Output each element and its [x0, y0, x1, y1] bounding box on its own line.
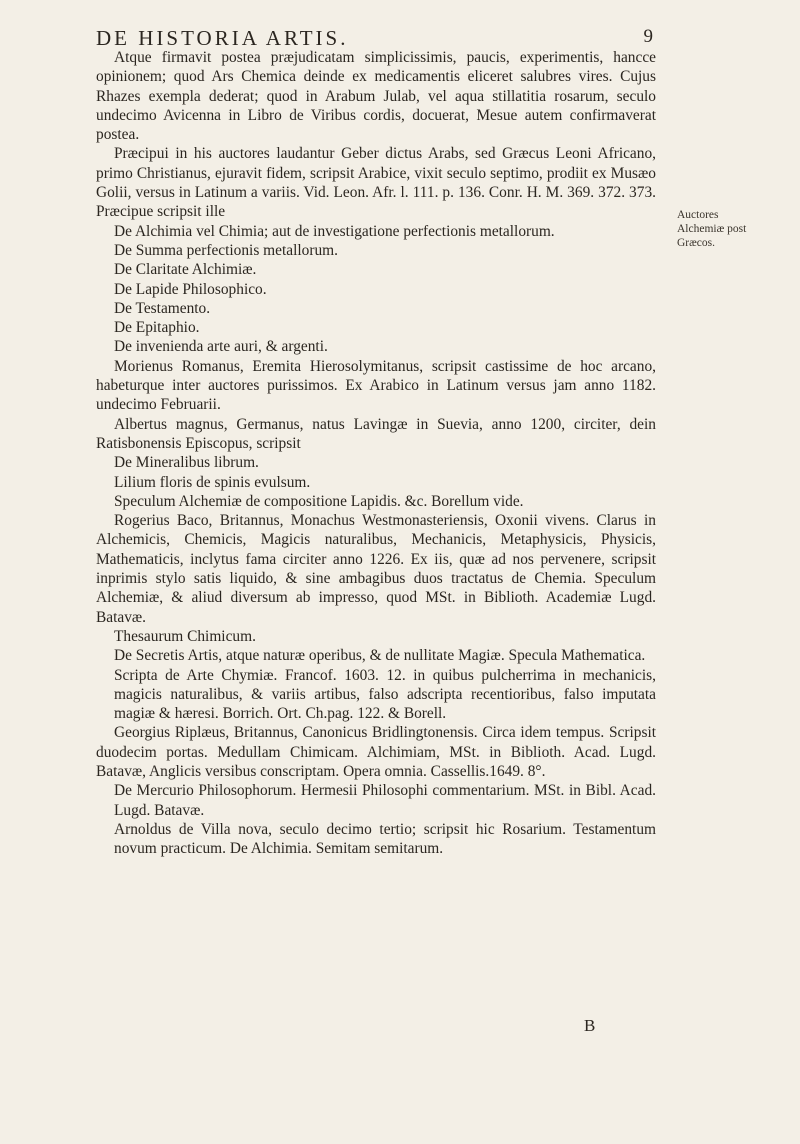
- list-item: Thesaurum Chimicum.: [114, 627, 256, 645]
- paragraph: Georgius Riplæus, Britannus, Canonicus Bridlingtonensis. Circa idem tempus. Scripsit duodecim portas. Medullam Chimicam. Alchimiam, MSt. in Biblioth. Acad. Lugd. Batavæ, Anglicis versibus conscriptam. Opera omnia. Cassellis.1649. 8°.: [96, 724, 656, 780]
- paragraph: Præcipui in his auctores laudantur Geber dictus Arabs, sed Græcus Leoni Africano, primo Christianus, ejuravit fidem, scripsit Arabice, vixit seculo septimo, prodiit ex Musæo Golii, versus in Latinum a variis. Vid. Leon. Afr. l. 111. p. 136. Conr. H. M. 369. 372. 373. Præcipue scripsit ille: [96, 145, 656, 221]
- list-item: De Mercurio Philosophorum. Hermesii Philosophi commentarium. MSt. in Bibl. Acad. Lugd. Batavæ.: [114, 782, 656, 819]
- list-item: Lilium floris de spinis evulsum.: [114, 473, 311, 491]
- list-item: De Alchimia vel Chimia; aut de investigatione perfectionis metallorum.: [114, 222, 555, 240]
- list-item: Scripta de Arte Chymiæ. Francof. 1603. 12. in quibus pulcherrima in mechanicis, magicis naturalibus, & variis artibus, falso adscripta recentioribus, falso imputata magiæ & hæresi. Borrich. Ort. Ch.pag. 122. & Borell.: [114, 666, 656, 723]
- main-text: [96, 48, 656, 858]
- signature-mark: B: [584, 1016, 596, 1035]
- paragraph: Morienus Romanus, Eremita Hierosolymitanus, scripsit castissime de hoc arcano, habeturque inter auctores purissimos. Ex Arabico in Latinum versus jam anno 1182. undecimo Februarii.: [96, 357, 656, 414]
- list-item: De Testamento.: [114, 299, 211, 317]
- list-item: Speculum Alchemiæ de compositione Lapidis. &c. Borellum vide.: [114, 492, 524, 510]
- running-title: DE HISTORIA ARTIS.: [96, 26, 349, 50]
- paragraph: Albertus magnus, Germanus, natus Lavingæ in Suevia, anno 1200, circiter, dein Ratisbonensis Episcopus, scripsit: [96, 415, 656, 452]
- list-item: De Mineralibus librum.: [114, 454, 259, 472]
- list-item: De Epitaphio.: [114, 319, 200, 337]
- paragraph: Rogerius Baco, Britannus, Monachus Westmonasteriensis, Oxonii vivens. Clarus in Alchemicis, Chemicis, Magicis naturalibus, Mechanicis, Metaphysicis, Physicis, Mathematicis, inclytus fama circiter anno 1226. Ex iis, quæ ad nos pervenere, scripsit inprimis stylo satis liquido, & sine ambagibus duos tractatus de Chemia. Speculum Alchemiæ, & aliud diversum ab impresso, quod MSt. in Biblioth. Academiæ Lugd. Batavæ.: [96, 512, 656, 626]
- list-item: De Claritate Alchimiæ.: [114, 261, 257, 279]
- list-item: De Summa perfectionis metallorum.: [114, 241, 338, 259]
- margin-note: Auctores Alchemiæ post Græcos.: [677, 209, 747, 249]
- list-item: De Lapide Philosophico.: [114, 280, 267, 298]
- list-item: Arnoldus de Villa nova, seculo decimo tertio; scripsit hic Rosarium. Testamentum novum practicum. De Alchimia. Semitam semitarum.: [114, 820, 656, 858]
- list-item: De invenienda arte auri, & argenti.: [114, 338, 328, 356]
- page-number: 9: [643, 26, 656, 47]
- list-item: De Secretis Artis, atque naturæ operibus, & de nullitate Magiæ. Specula Mathematica.: [114, 647, 646, 665]
- paragraph: Atque firmavit postea præjudicatam simplicissimis, paucis, experimentis, hancce opinionem; quod Ars Chemica deinde ex medicamentis eliceret salubres vires. Cujus Rhazes exempla dederat; quod in Arabum Julab, vel aqua stillatitia rosarum, seculo undecimo Avicenna in Libro de Viribus cordis, docuerat, Mesue autem confirmaverat postea.: [96, 49, 656, 144]
